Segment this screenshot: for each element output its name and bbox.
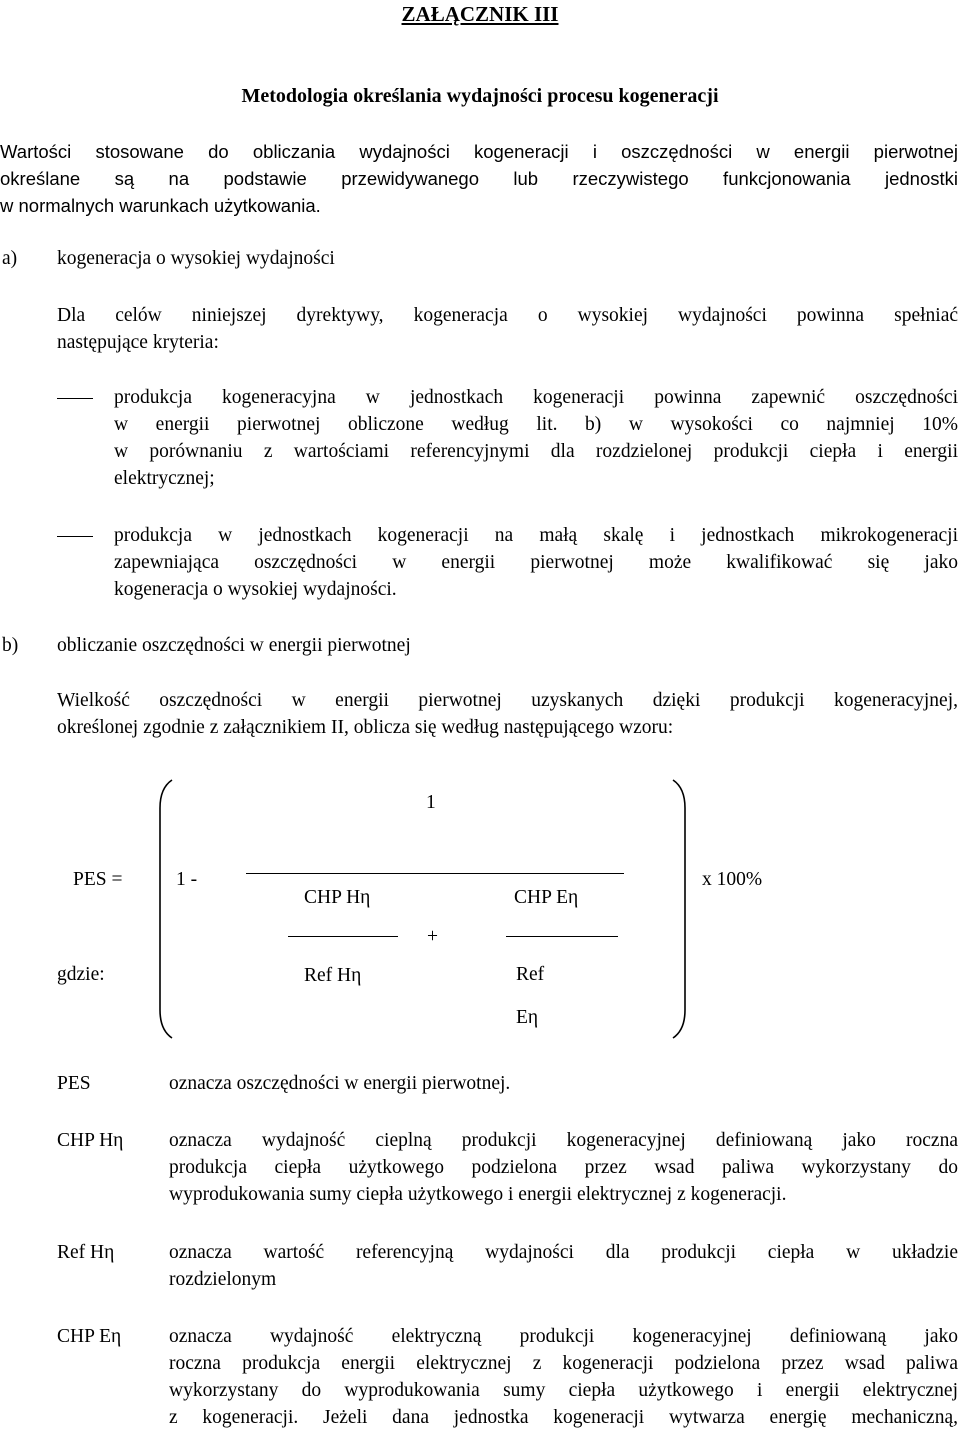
section-b-paragraph: Wielkość oszczędności w energii pierwotnej uzyskanych dzięki produkcji kogeneracyjnej, xyxy=(57,690,958,711)
definition-text: wykorzystany do wyprodukowania sumy ciepła użytkowego i energii elektrycznej xyxy=(169,1380,958,1401)
formula-ref: Ref xyxy=(516,964,545,985)
bullet-line: elektrycznej; xyxy=(114,468,215,489)
fraction-bar-electric xyxy=(506,936,618,937)
fraction-bar-heat xyxy=(288,936,398,937)
section-a-paragraph: następujące kryteria: xyxy=(57,332,219,353)
formula-chp-e: CHP Eη xyxy=(514,887,579,908)
document-subtitle: Metodologia określania wydajności procesu kogeneracji xyxy=(241,85,719,107)
document-title: ZAŁĄCZNIK III xyxy=(401,2,559,26)
section-b-heading: obliczanie oszczędności w energii pierwotnej xyxy=(57,635,411,656)
formula-plus: + xyxy=(427,926,438,947)
section-b-marker: b) xyxy=(2,635,19,656)
bullet-dash xyxy=(57,536,93,537)
definition-term: CHP Eη xyxy=(57,1326,122,1347)
section-b-paragraph: określonej zgodnie z załącznikiem II, oblicza się według następującego wzoru: xyxy=(57,717,674,738)
bullet-dash xyxy=(57,398,93,399)
right-brace xyxy=(665,778,695,1040)
bullet-line: w porównaniu z wartościami referencyjnymi dla rozdzielonej produkcji ciepła i energii xyxy=(114,441,958,462)
definition-text: oznacza oszczędności w energii pierwotnej. xyxy=(169,1073,511,1094)
formula-pes-label: PES = xyxy=(73,869,123,890)
formula-one-minus: 1 - xyxy=(176,869,198,890)
formula-times-100: x 100% xyxy=(702,869,763,890)
fraction-bar xyxy=(246,873,624,874)
bullet-line: produkcja kogeneracyjna w jednostkach kogeneracji powinna zapewnić oszczędności xyxy=(114,387,958,408)
bullet-line: zapewniająca oszczędności w energii pierwotnej może kwalifikować się jako xyxy=(114,552,958,573)
formula-numerator: 1 xyxy=(426,792,436,813)
definition-text: wyprodukowania sumy ciepła użytkowego i energii elektrycznej z kogeneracji. xyxy=(169,1184,787,1205)
definition-text: produkcja ciepła użytkowego podzielona przez wsad paliwa wykorzystany do xyxy=(169,1157,958,1178)
section-a-marker: a) xyxy=(2,248,18,269)
section-a-paragraph: Dla celów niniejszej dyrektywy, kogeneracja o wysokiej wydajności powinna spełniać xyxy=(57,305,958,326)
bullet-line: produkcja w jednostkach kogeneracji na małą skalę i jednostkach mikrokogeneracji xyxy=(114,525,958,546)
intro-line: w normalnych warunkach użytkowania. xyxy=(0,195,321,216)
formula-chp-h: CHP Hη xyxy=(304,887,371,908)
formula-e-eta: Eη xyxy=(516,1007,539,1028)
definition-text: oznacza wydajność cieplną produkcji kogeneracyjnej definiowaną jako roczna xyxy=(169,1130,958,1151)
definition-term: CHP Hη xyxy=(57,1130,124,1151)
intro-line: określane są na podstawie przewidywanego lub rzeczywistego funkcjonowania jednostki xyxy=(0,168,958,189)
left-brace xyxy=(150,778,180,1040)
definition-text: oznacza wartość referencyjną wydajności dla produkcji ciepła w układzie xyxy=(169,1242,958,1263)
definition-text: rozdzielonym xyxy=(169,1269,277,1290)
bullet-line: kogeneracja o wysokiej wydajności. xyxy=(114,579,397,600)
intro-line: Wartości stosowane do obliczania wydajności kogeneracji i oszczędności w energii pierwotnej xyxy=(0,141,958,162)
definition-text: roczna produkcja energii elektrycznej z kogeneracji podzielona przez wsad paliwa xyxy=(169,1353,958,1374)
definition-term: PES xyxy=(57,1073,91,1094)
definition-text: z kogeneracji. Jeżeli dana jednostka kogeneracji wytwarza energię mechaniczną, xyxy=(169,1407,958,1428)
definition-term: Ref Hη xyxy=(57,1242,115,1263)
bullet-line: w energii pierwotnej obliczone według lit. b) w wysokości co najmniej 10% xyxy=(114,414,958,435)
formula-where-label: gdzie: xyxy=(57,964,105,985)
definition-text: oznacza wydajność elektryczną produkcji kogeneracyjnej definiowaną jako xyxy=(169,1326,958,1347)
formula-ref-h: Ref Hη xyxy=(304,965,362,986)
section-a-heading: kogeneracja o wysokiej wydajności xyxy=(57,248,335,269)
